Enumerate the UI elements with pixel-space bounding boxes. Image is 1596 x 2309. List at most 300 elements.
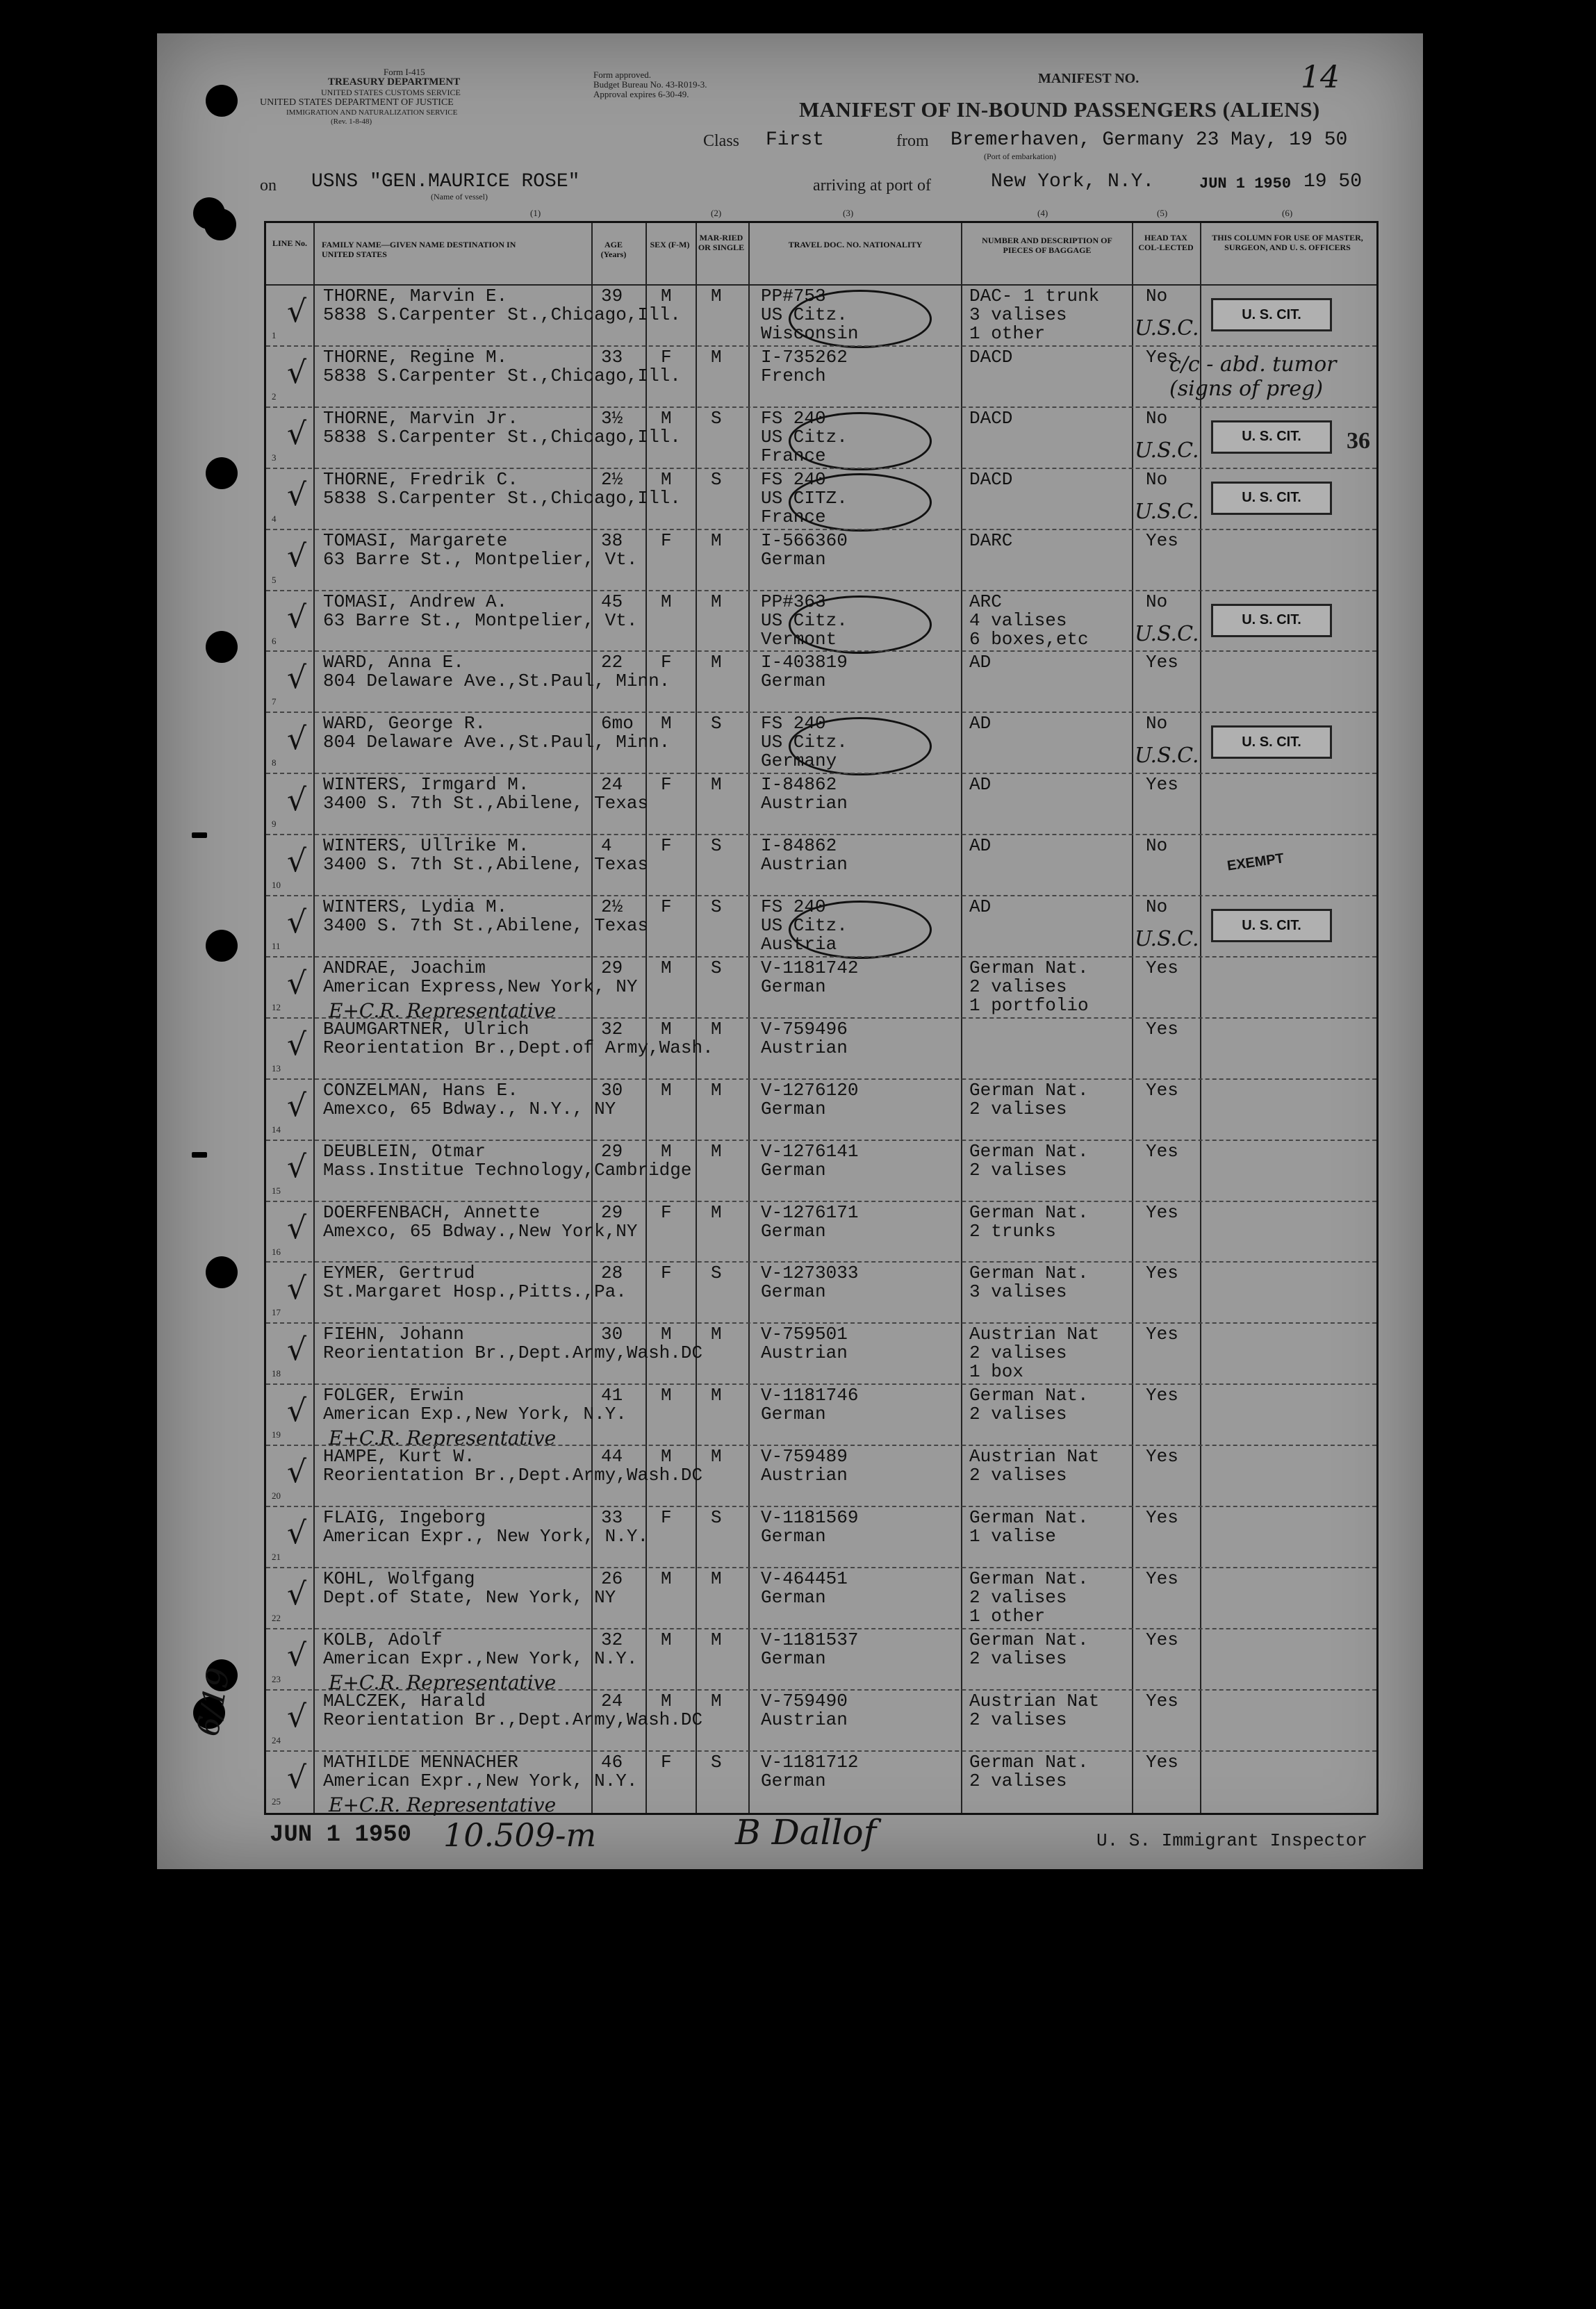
sex: M [661,1568,672,1589]
destination: Dept.of State, New York, NY [323,1586,616,1608]
check-mark: √ [287,721,307,757]
check-mark: √ [287,1698,307,1734]
head-tax: Yes [1146,1201,1178,1223]
ins-name: IMMIGRATION AND NATURALIZATION SERVICE [286,108,458,117]
citizen-circle [789,717,932,775]
table-row [266,469,1376,530]
check-mark: √ [287,965,307,1001]
baggage-line3: 6 boxes,etc [969,628,1089,650]
destination: Mass.Institue Technology,Cambridge [323,1159,692,1181]
from-value: Bremerhaven, Germany 23 May, 19 50 [951,129,1348,151]
travel-doc: V-464451 [761,1568,848,1589]
col-num-1: (1) [530,208,541,218]
line-number: 1 [272,330,277,340]
travel-doc: V-1276120 [761,1079,859,1101]
baggage-line2: 3 valises [969,1281,1067,1303]
head-tax: Yes [1146,1263,1178,1284]
footer-date-stamp: JUN 1 1950 [270,1822,412,1848]
passenger-name: THORNE, Regine M. [323,346,508,368]
marital-status: S [711,713,722,734]
nationality: German [761,1159,826,1181]
handwritten-note: c/c - abd. tumor (signs of preg) [1169,352,1337,401]
travel-doc: I-735262 [761,346,848,368]
baggage-line2: 3 valises [969,304,1067,325]
table-row [266,530,1376,591]
line-number: 24 [272,1734,281,1745]
line-number: 22 [272,1612,281,1623]
head-tax: Yes [1146,1079,1178,1101]
table-row [266,1324,1376,1385]
line-number: 7 [272,696,277,707]
age: 33 [601,346,623,368]
table-row [266,1385,1376,1450]
travel-doc: V-759489 [761,1446,848,1468]
destination: 804 Delaware Ave.,St.Paul, Minn. [323,732,671,753]
nationality: US CITZ. [761,487,848,509]
baggage-line2: 2 valises [969,1098,1067,1119]
baggage-line2: 2 valises [969,976,1067,997]
passenger-name: WINTERS, Irmgard M. [323,774,529,796]
check-mark: √ [287,1393,307,1429]
handwritten-note: U.S.C. [1135,316,1199,340]
sex: M [661,1018,672,1040]
passenger-name: DEUBLEIN, Otmar [323,1140,486,1162]
marital-status: M [711,774,722,796]
table-row [266,1080,1376,1141]
sex: F [661,896,672,917]
nationality: Austrian [761,1342,848,1364]
head-tax: Yes [1146,346,1178,368]
table-row [266,286,1376,347]
head-tax: Yes [1146,1324,1178,1345]
baggage: German Nat. [969,1507,1089,1528]
nationality: French [761,365,826,386]
arriving-label: arriving at port of [813,176,931,195]
table-row [266,1263,1376,1324]
baggage-line2: 2 valises [969,1465,1067,1486]
treasury-dept: TREASURY DEPARTMENT [328,76,461,88]
head-tax: Yes [1146,1690,1178,1711]
sex: M [661,591,672,612]
nationality: US Citz. [761,426,848,447]
travel-doc: I-403819 [761,652,848,673]
vessel-name: USNS "GEN.MAURICE ROSE" [311,171,580,192]
col-num-5: (5) [1157,208,1168,218]
manifest-number: 14 [1301,60,1340,95]
baggage-line3: 1 other [969,1605,1046,1627]
baggage: German Nat. [969,1629,1089,1650]
check-mark: √ [287,905,307,940]
sex: F [661,1263,672,1284]
col-num-4: (4) [1037,208,1048,218]
age: 28 [601,1263,623,1284]
destination: 3400 S. 7th St.,Abilene, Texas [323,854,649,876]
travel-doc: V-759496 [761,1018,848,1040]
baggage: German Nat. [969,957,1089,978]
manifest-number-label: MANIFEST NO. [1038,71,1140,86]
travel-doc: FS 240 [761,468,826,490]
line-number: 19 [272,1429,281,1440]
age: 46 [601,1751,623,1773]
check-mark: √ [287,416,307,452]
passenger-name: ANDRAE, Joachim [323,957,486,978]
nationality: US Citz. [761,609,848,631]
marital-status: S [711,407,722,429]
baggage-line2: 2 valises [969,1342,1067,1364]
baggage: AD [969,652,992,673]
travel-doc: V-1273033 [761,1263,859,1284]
marital-status: M [711,1324,722,1345]
marital-status: M [711,1079,722,1101]
nationality-line2: Austria [761,934,837,955]
nationality-line2: Germany [761,750,837,772]
citizen-circle [789,290,932,348]
line-number: 25 [272,1796,281,1807]
sex: M [661,713,672,734]
line-number: 17 [272,1307,281,1318]
head-tax: Yes [1146,1446,1178,1468]
head-tax: Yes [1146,1018,1178,1040]
col-age: AGE (Years) [600,240,627,259]
passenger-name: MALCZEK, Harald [323,1690,486,1711]
baggage-line2: 2 valises [969,1159,1067,1181]
port-embarkation-caption: (Port of embarkation) [984,151,1056,161]
check-mark: √ [287,1454,307,1490]
age: 29 [601,1140,623,1162]
nationality: German [761,976,826,997]
sex: M [661,1324,672,1345]
punch-hole [206,1256,238,1288]
form-rev: (Rev. 1-8-48) [331,117,372,126]
sex: F [661,346,672,368]
col-num-6: (6) [1282,208,1293,218]
destination: 5838 S.Carpenter St.,Chicago,Ill. [323,426,681,447]
check-mark: √ [287,1637,307,1673]
marital-status: M [711,1018,722,1040]
baggage: German Nat. [969,1751,1089,1773]
destination: St.Margaret Hosp.,Pitts.,Pa. [323,1281,627,1303]
head-tax: Yes [1146,1385,1178,1406]
passenger-name: WARD, George R. [323,713,486,734]
baggage: DACD [969,407,1013,429]
form-number: Form I-415 [384,67,425,77]
baggage: German Nat. [969,1263,1089,1284]
check-mark: √ [287,1210,307,1246]
handwritten-note: E+C.R. Representative [329,999,557,1022]
age: 29 [601,957,623,978]
line-number: 4 [272,513,277,524]
baggage: Austrian Nat [969,1690,1100,1711]
table-row [266,1202,1376,1263]
nationality: German [761,1647,826,1669]
passenger-name: WINTERS, Ullrike M. [323,835,529,857]
baggage: German Nat. [969,1079,1089,1101]
citizen-stamp: U. S. CIT. [1211,725,1332,759]
baggage: AD [969,896,992,917]
check-mark: √ [287,1026,307,1062]
citizen-circle [789,412,932,470]
nationality: Austrian [761,1465,848,1486]
head-tax: No [1146,896,1168,917]
marital-status: M [711,286,722,306]
table-row [266,1568,1376,1629]
passenger-table [264,208,1379,1816]
line-number: 15 [272,1185,281,1196]
age: 4 [601,835,612,857]
passenger-name: MATHILDE MENNACHER [323,1751,518,1773]
table-row [266,835,1376,896]
handwritten-note: U.S.C. [1135,927,1199,951]
age: 38 [601,529,623,551]
page-mark: 36 [1347,428,1370,454]
check-mark: √ [287,1515,307,1551]
travel-doc: I-84862 [761,835,837,857]
age: 32 [601,1629,623,1650]
approval-expiry: Approval expires 6-30-49. [593,89,689,99]
nationality: Austrian [761,1709,848,1730]
head-tax: Yes [1146,1507,1178,1528]
destination: 3400 S. 7th St.,Abilene, Texas [323,915,649,936]
punch-hole [206,85,238,117]
baggage-line2: 2 valises [969,1770,1067,1791]
sex: M [661,468,672,490]
citizen-circle [789,595,932,654]
marital-status: M [711,1385,722,1406]
nationality-line2: France [761,506,826,527]
age: 3½ [601,407,623,429]
travel-doc: V-1181712 [761,1751,859,1773]
baggage-line3: 1 other [969,323,1046,344]
line-number: 6 [272,635,277,646]
travel-doc: PP#753 [761,286,826,306]
line-number: 12 [272,1001,281,1012]
head-tax: No [1146,591,1168,612]
marital-status: S [711,1263,722,1284]
footer-hand-number: 10.509-m [443,1816,597,1854]
sex: F [661,1507,672,1528]
table-row [266,1751,1376,1816]
passenger-name: FIEHN, Johann [323,1324,464,1345]
passenger-name: BAUMGARTNER, Ulrich [323,1018,529,1040]
baggage: AD [969,774,992,796]
table-row [266,1446,1376,1507]
nationality: German [761,1098,826,1119]
citizen-circle [789,901,932,959]
destination: Reorientation Br.,Dept.Army,Wash.DC [323,1342,703,1364]
side-note: 6/19 [190,1665,238,1739]
baggage: German Nat. [969,1201,1089,1223]
sex: M [661,1629,672,1650]
sex: F [661,652,672,673]
sex: M [661,957,672,978]
age: 44 [601,1446,623,1468]
sex: M [661,1079,672,1101]
punch-mark [192,1152,207,1158]
head-tax: Yes [1146,1751,1178,1773]
form-approved: Form approved. [593,69,652,80]
customs-service: UNITED STATES CUSTOMS SERVICE [321,88,461,97]
travel-doc: V-759490 [761,1690,848,1711]
passenger-name: THORNE, Marvin Jr. [323,407,518,429]
check-mark: √ [287,782,307,819]
table-row [266,591,1376,652]
citizen-stamp: U. S. CIT. [1211,604,1332,637]
inspector-signature: B Dallof [735,1812,877,1852]
baggage-line2: 2 valises [969,1404,1067,1425]
arrival-port: New York, N.Y. [991,171,1155,192]
passenger-name: FOLGER, Erwin [323,1385,464,1406]
line-number: 20 [272,1490,281,1502]
table-row [266,1691,1376,1752]
head-tax: No [1146,713,1168,734]
class-label: Class [703,132,740,150]
baggage: AD [969,835,992,857]
nationality: US Citz. [761,732,848,753]
justice-dept: UNITED STATES DEPARTMENT OF JUSTICE [260,97,454,108]
line-number: 11 [272,941,281,951]
marital-status: M [711,1568,722,1589]
vessel-caption: (Name of vessel) [431,192,488,202]
passenger-name: DOERFENBACH, Annette [323,1201,541,1223]
nationality: German [761,1220,826,1242]
baggage-line2: 2 valises [969,1709,1067,1730]
table-row [266,957,1376,1022]
destination: 3400 S. 7th St.,Abilene, Texas [323,793,649,814]
sex: M [661,1690,672,1711]
head-tax: No [1146,835,1168,857]
inspector-title: U. S. Immigrant Inspector [1096,1830,1368,1851]
line-number: 3 [272,452,277,463]
nationality: German [761,1404,826,1425]
col-married: MAR-RIED OR SINGLE [698,233,745,252]
travel-doc: FS 240 [761,896,826,917]
marital-status: M [711,346,722,368]
sex: M [661,407,672,429]
line-number: 8 [272,757,277,769]
destination: 5838 S.Carpenter St.,Chicago,Ill. [323,365,681,386]
marital-status: M [711,591,722,612]
passenger-name: HAMPE, Kurt W. [323,1446,475,1468]
baggage: German Nat. [969,1385,1089,1406]
handwritten-note: U.S.C. [1135,499,1199,524]
col-head-tax: HEAD TAX COL-LECTED [1138,233,1194,252]
manifest-sheet [157,33,1423,1869]
nationality-line2: Vermont [761,628,837,650]
punch-hole [204,208,236,240]
passenger-name: TOMASI, Margarete [323,529,508,551]
destination: 804 Delaware Ave.,St.Paul, Minn. [323,671,671,692]
line-number: 10 [272,880,281,891]
handwritten-note: E+C.R. Representative [329,1793,557,1816]
handwritten-note: U.S.C. [1135,438,1199,463]
check-mark: √ [287,1149,307,1185]
check-mark: √ [287,538,307,574]
marital-status: M [711,1629,722,1650]
table-row [266,408,1376,469]
baggage: German Nat. [969,1568,1089,1589]
travel-doc: V-1181569 [761,1507,859,1528]
from-label: from [896,132,929,150]
line-number: 5 [272,574,277,585]
line-number: 21 [272,1552,281,1562]
passenger-name: WINTERS, Lydia M. [323,896,508,917]
destination: 63 Barre St., Montpelier, Vt. [323,609,638,631]
punch-hole [206,457,238,489]
line-number: 18 [272,1368,281,1379]
age: 2½ [601,896,623,917]
passenger-name: KOLB, Adolf [323,1629,443,1650]
marital-status: M [711,1201,722,1223]
sex: F [661,774,672,796]
nationality: German [761,1526,826,1547]
sex: M [661,286,672,306]
destination: 5838 S.Carpenter St.,Chicago,Ill. [323,304,681,325]
nationality: German [761,1281,826,1303]
check-mark: √ [287,354,307,391]
age: 45 [601,591,623,612]
destination: American Expr.,New York, N.Y. [323,1647,638,1669]
marital-status: S [711,957,722,978]
destination: Amexco, 65 Bdway.,New York,NY [323,1220,638,1242]
baggage: Austrian Nat [969,1446,1100,1468]
citizen-stamp: U. S. CIT. [1211,298,1332,331]
passenger-name: THORNE, Marvin E. [323,286,508,306]
age: 33 [601,1507,623,1528]
nationality: US Citz. [761,304,848,325]
nationality-line2: Wisconsin [761,323,859,344]
marital-status: S [711,896,722,917]
age: 2½ [601,468,623,490]
marital-status: M [711,652,722,673]
passenger-name: KOHL, Wolfgang [323,1568,475,1589]
line-number: 16 [272,1246,281,1257]
baggage-line2: 4 valises [969,609,1067,631]
check-mark: √ [287,294,307,329]
citizen-stamp: U. S. CIT. [1211,420,1332,454]
head-tax: Yes [1146,774,1178,796]
travel-doc: V-1181537 [761,1629,859,1650]
marital-status: S [711,835,722,857]
sex: F [661,1201,672,1223]
baggage-line2: 1 valise [969,1526,1056,1547]
check-mark: √ [287,477,307,513]
head-tax: Yes [1146,1629,1178,1650]
baggage-line2: 2 valises [969,1647,1067,1669]
passenger-name: THORNE, Fredrik C. [323,468,518,490]
line-number: 9 [272,819,277,830]
table-row [266,774,1376,835]
travel-doc: I-566360 [761,529,848,551]
destination: Amexco, 65 Bdway., N.Y., NY [323,1098,616,1119]
table-row [266,1629,1376,1694]
handwritten-note: U.S.C. [1135,621,1199,646]
nationality: German [761,548,826,570]
citizen-stamp: EXEMPT [1226,850,1285,874]
line-number: 2 [272,391,277,402]
check-mark: √ [287,1759,307,1796]
destination: 5838 S.Carpenter St.,Chicago,Ill. [323,487,681,509]
baggage: DARC [969,529,1013,551]
age: 24 [601,1690,623,1711]
age: 24 [601,774,623,796]
nationality: German [761,1586,826,1608]
baggage-line3: 1 box [969,1361,1024,1383]
punch-mark [192,832,207,838]
table-row [266,347,1376,408]
marital-status: M [711,1690,722,1711]
nationality: Austrian [761,854,848,876]
handwritten-note: U.S.C. [1135,743,1199,769]
